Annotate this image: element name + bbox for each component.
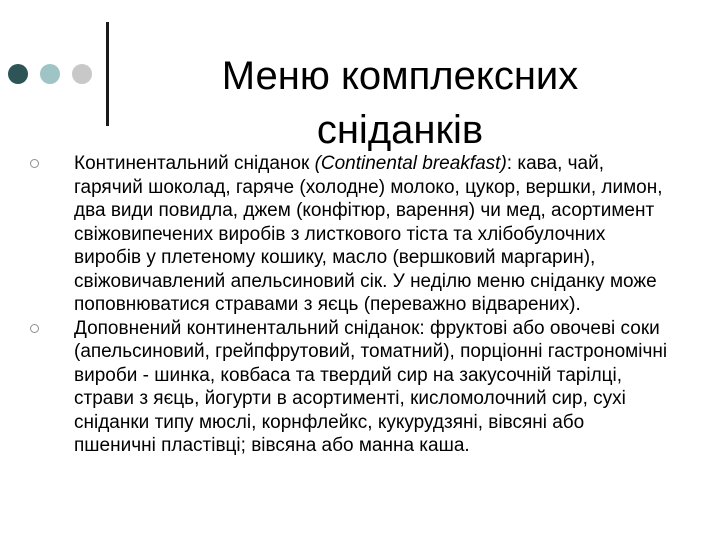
title-line-1: Меню комплексних bbox=[221, 53, 579, 98]
dot-dark bbox=[8, 64, 28, 84]
list-item bbox=[30, 152, 670, 317]
list-item-text: Континентальний сніданок (Continental breakfast): кава, чай, гарячий шоколад, гаряче (холодне) молоко, цукор, вершки, лимон, два види повидла, джем (конфітюр, варення) чи мед, асортимент свіжовипечених виробів з листкового тіста та хлібобулочних виробів у плетеному кошику, масло (вершковий маргарин), свіжовичавлений апельсиновий сік. У неділю меню сніданку може поповнюватися стравами з яєць (переважно відварених). bbox=[74, 153, 663, 315]
bullet-circle-icon bbox=[30, 159, 39, 168]
decorative-dots bbox=[8, 64, 98, 86]
list-item bbox=[30, 317, 670, 458]
dot-light-teal bbox=[40, 64, 60, 84]
page-title bbox=[150, 49, 650, 157]
bullet-list bbox=[30, 152, 670, 458]
title-line-2: сніданків bbox=[316, 107, 484, 152]
list-item-text: Доповнений континентальний сніданок: фруктові або овочеві соки (апельсиновий, грейпфрутовий, томатний), порціонні гастрономічні вироби - шинка, ковбаса та твердий сир на закусочній тарілці, страви з яєць, йогурти в асортименті, кисломолочний сир, сухі сніданки типу мюслі, корнфлейкс, кукурудзяні, вівсяні або пшеничні пластівці; вівсяна або манна каша. bbox=[74, 317, 668, 456]
dot-gray bbox=[72, 64, 92, 84]
title-divider-line bbox=[106, 22, 109, 126]
bullet-circle-icon bbox=[30, 324, 39, 333]
